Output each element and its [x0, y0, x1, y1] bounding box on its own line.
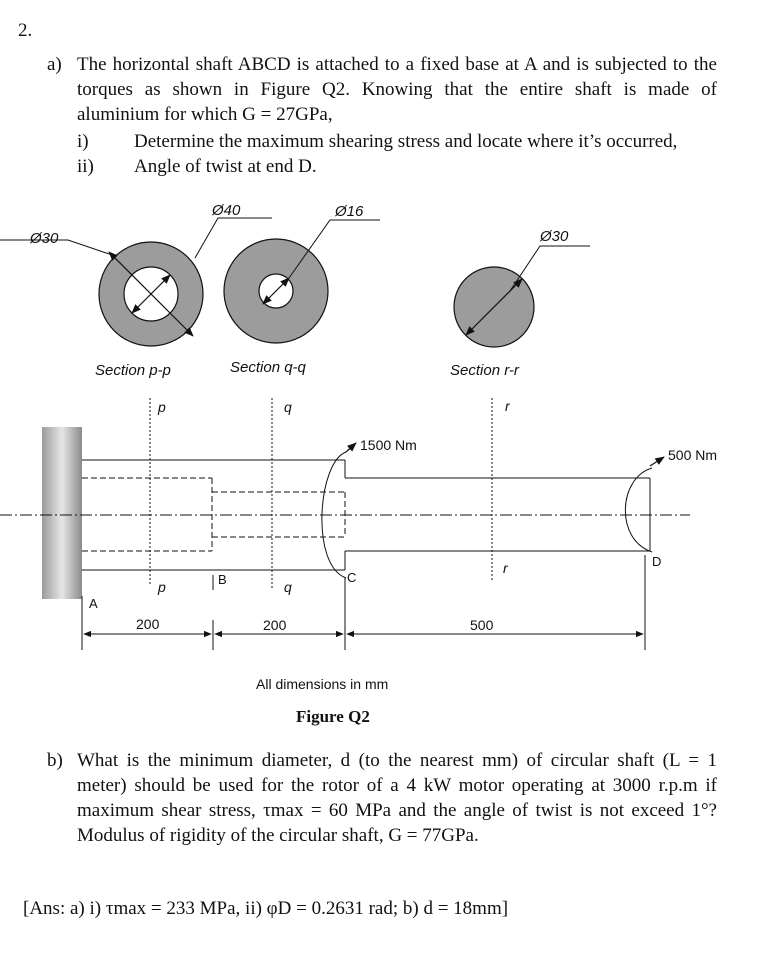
subpart-i-text: Determine the maximum shearing stress and locate where it’s occurred,: [134, 131, 678, 152]
dimension-cd: 500: [470, 617, 494, 633]
cut-r-top: r: [505, 398, 510, 414]
torque-d-arrow: [650, 457, 664, 466]
subpart-i-label: i): [77, 131, 89, 152]
part-b-line-1: What is the minimum diameter, d (to the nearest mm) of circular shaft (L = 1: [77, 750, 717, 771]
point-a: A: [89, 596, 98, 611]
section-r-diameter: Ø30: [540, 228, 569, 245]
part-b-line-3: maximum shear stress, τmax = 60 MPa and the angle of twist is not exceed 1°?: [77, 800, 717, 821]
section-q-q-icon: [195, 218, 380, 343]
fixed-wall: [42, 427, 82, 599]
part-a-line-1: The horizontal shaft ABCD is attached to a fixed base at A and is subjected to the: [77, 54, 717, 75]
figure-q2: [0, 195, 769, 735]
section-r-label: Section r-r: [450, 362, 519, 379]
answer-line: [Ans: a) i) τmax = 233 MPa, ii) φD = 0.2631 rad; b) d = 18mm]: [23, 898, 509, 919]
torque-c-arrow: [346, 443, 356, 452]
part-b-line-2: meter) should be used for the rotor of a 4 kW motor operating at 3000 r.p.m if: [77, 775, 717, 796]
dimension-lines: [82, 555, 645, 650]
part-b-label: b): [47, 750, 63, 771]
point-c: C: [347, 570, 357, 585]
section-p-label: Section p-p: [95, 362, 171, 379]
units-note: All dimensions in mm: [256, 676, 389, 692]
part-a-line-2: torques as shown in Figure Q2. Knowing that the entire shaft is made of: [77, 79, 717, 100]
dimension-ab: 200: [136, 616, 160, 632]
part-b-line-4: Modulus of rigidity of the circular shaft, G = 77GPa.: [77, 825, 479, 846]
figure-caption: Figure Q2: [296, 707, 370, 726]
section-p-p-icon: [0, 240, 203, 346]
section-p-diameter: Ø30: [30, 230, 59, 247]
dimension-bc: 200: [263, 617, 287, 633]
cutting-planes: [150, 398, 492, 590]
point-d: D: [652, 554, 662, 569]
part-a-label: a): [47, 54, 62, 75]
point-b: B: [218, 572, 227, 587]
cut-q-top: q: [284, 399, 292, 415]
cut-q-bottom: q: [284, 579, 292, 595]
part-a-line-3: aluminium for which G = 27GPa,: [77, 104, 333, 125]
cut-p-bottom: p: [158, 579, 166, 595]
section-q-inner-diameter: Ø16: [335, 203, 364, 220]
cut-p-top: p: [158, 399, 166, 415]
torque-d-label: 500 Nm: [668, 447, 718, 463]
section-r-r-icon: [454, 246, 590, 347]
section-q-label: Section q-q: [230, 359, 306, 376]
section-q-outer-diameter: Ø40: [212, 202, 241, 219]
cut-r-bottom: r: [503, 560, 508, 576]
torque-c-label: 1500 Nm: [360, 437, 417, 453]
question-number: 2.: [18, 20, 33, 41]
subpart-ii-text: Angle of twist at end D.: [134, 156, 317, 177]
subpart-ii-label: ii): [77, 156, 94, 177]
